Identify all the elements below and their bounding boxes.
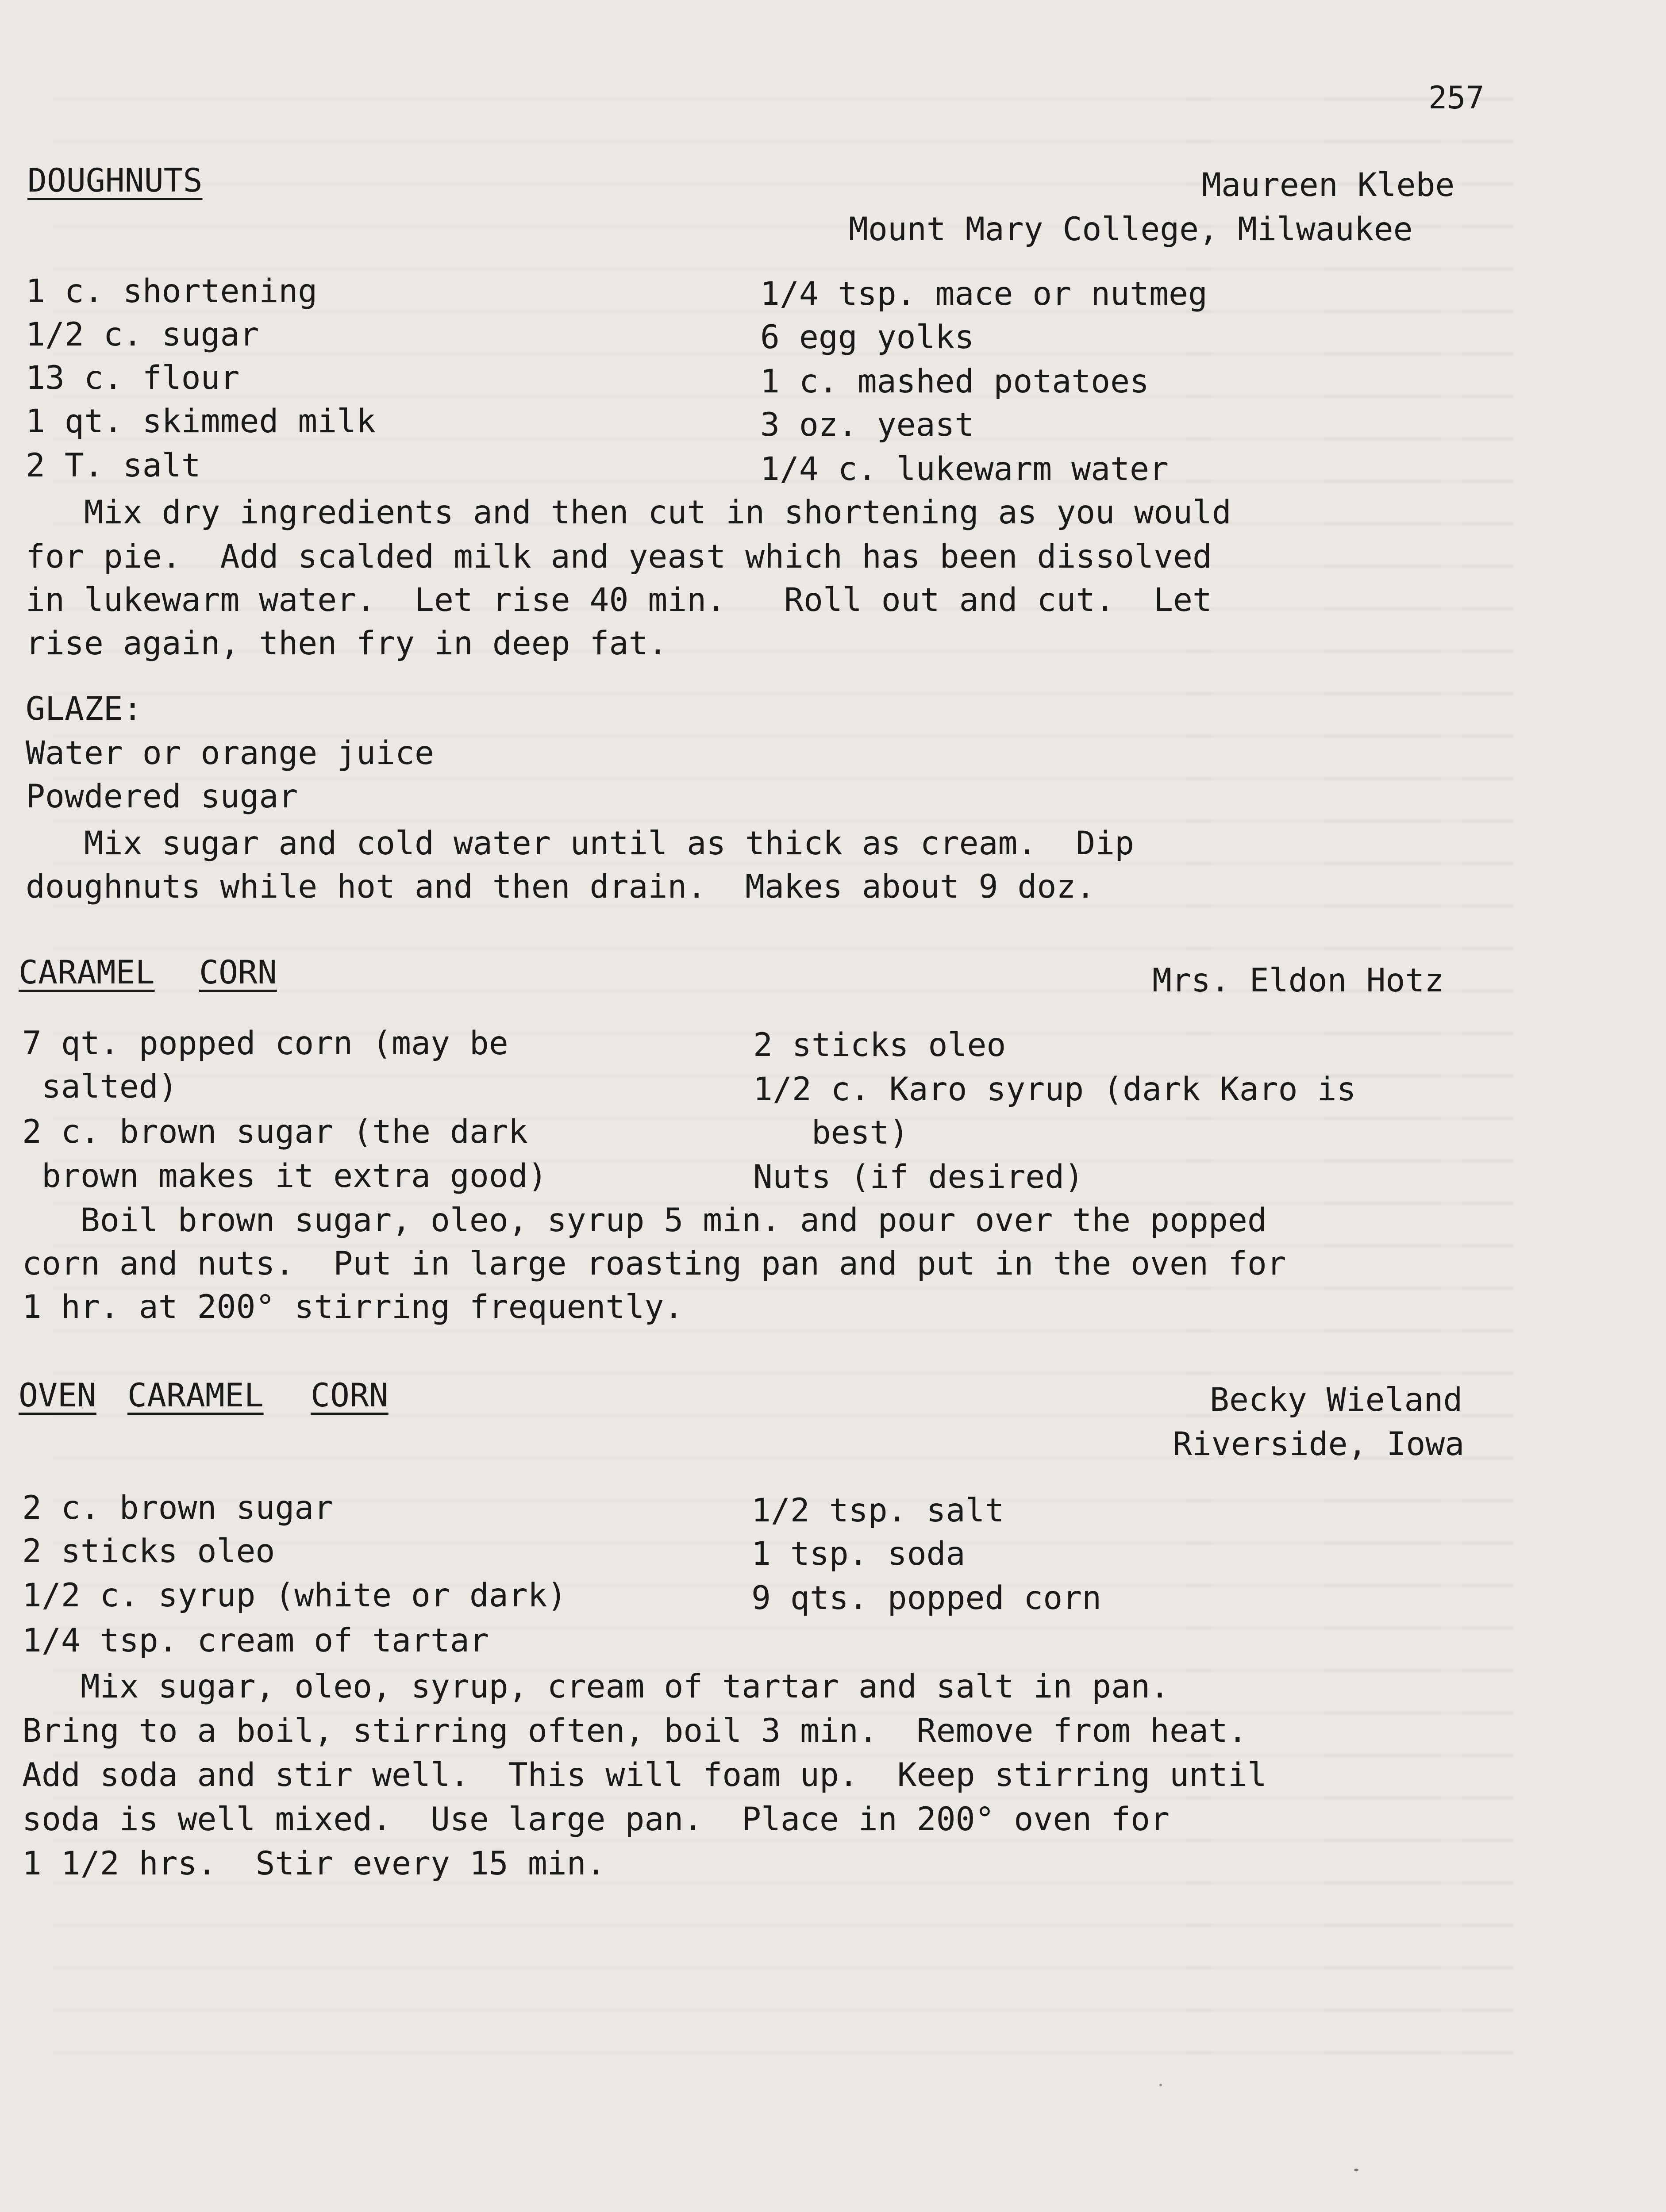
oven-caramel-corn-title-word: OVEN (19, 1377, 96, 1414)
doughnuts-author: Maureen Klebe (1202, 166, 1455, 204)
doughnuts-ingredient-left: 1 c. shortening (26, 273, 318, 310)
caramel-corn-directions-line: Boil brown sugar, oleo, syrup 5 min. and pour over the popped (22, 1202, 1267, 1239)
caramel-corn-ingredient-right: Nuts (if desired) (753, 1158, 1084, 1196)
oven-caramel-corn-ingredient-right: 9 qts. popped corn (751, 1579, 1102, 1617)
caramel-corn-author: Mrs. Eldon Hotz (1152, 962, 1444, 999)
doughnuts-ingredient-right: 1/4 c. lukewarm water (760, 450, 1169, 488)
glaze-directions-line: doughnuts while hot and then drain. Makes about 9 doz. (26, 868, 1096, 906)
doughnuts-source: Mount Mary College, Milwaukee (849, 211, 1413, 248)
glaze-line: Water or orange juice (26, 734, 434, 772)
doughnuts-ingredient-left: 2 T. salt (26, 447, 201, 484)
caramel-corn-title-word: CORN (199, 954, 277, 991)
doughnuts-directions-line: rise again, then fry in deep fat. (26, 625, 668, 662)
oven-caramel-corn-directions-line: Mix sugar, oleo, syrup, cream of tartar and salt in pan. (22, 1668, 1170, 1705)
caramel-corn-ingredient-right: best) (753, 1114, 909, 1152)
paper-speck (1354, 2169, 1358, 2171)
doughnuts-directions-line: Mix dry ingredients and then cut in shortening as you would (26, 494, 1231, 531)
doughnuts-ingredient-left: 1/2 c. sugar (26, 316, 259, 353)
doughnuts-directions-line: in lukewarm water. Let rise 40 min. Roll out and cut. Let (26, 581, 1212, 619)
caramel-corn-ingredient-right: 2 sticks oleo (753, 1026, 1006, 1064)
oven-caramel-corn-directions-line: soda is well mixed. Use large pan. Place in 200° oven for (22, 1801, 1170, 1838)
doughnuts-directions-line: for pie. Add scalded milk and yeast which has been dissolved (26, 538, 1212, 576)
doughnuts-ingredient-left: 1 qt. skimmed milk (26, 403, 376, 440)
oven-caramel-corn-ingredient-left: 2 c. brown sugar (22, 1489, 334, 1527)
oven-caramel-corn-directions-line: Add soda and stir well. This will foam up. Keep stirring until (22, 1756, 1267, 1794)
oven-caramel-corn-title-word: CORN (311, 1377, 389, 1414)
oven-caramel-corn-title-word: CARAMEL (127, 1377, 264, 1414)
oven-caramel-corn-ingredient-right: 1 tsp. soda (751, 1535, 966, 1573)
oven-caramel-corn-ingredient-left: 2 sticks oleo (22, 1532, 275, 1570)
oven-caramel-corn-source: Riverside, Iowa (1173, 1425, 1465, 1463)
oven-caramel-corn-ingredient-left: 1/2 c. syrup (white or dark) (22, 1577, 567, 1614)
doughnuts-ingredient-right: 6 egg yolks (760, 319, 974, 356)
oven-caramel-corn-author: Becky Wieland (1210, 1381, 1463, 1419)
paper-speck (1159, 2084, 1162, 2086)
glaze-directions-line: Mix sugar and cold water until as thick as cream. Dip (26, 825, 1135, 862)
caramel-corn-directions-line: corn and nuts. Put in large roasting pan and put in the oven for (22, 1245, 1286, 1283)
oven-caramel-corn-ingredient-right: 1/2 tsp. salt (751, 1492, 1004, 1529)
glaze-line: Powdered sugar (26, 778, 298, 815)
caramel-corn-title-word: CARAMEL (19, 954, 155, 991)
caramel-corn-ingredient-left: salted) (22, 1068, 178, 1106)
doughnuts-ingredient-right: 1/4 tsp. mace or nutmeg (760, 275, 1208, 313)
doughnuts-title: DOUGHNUTS (27, 162, 203, 200)
caramel-corn-ingredient-left: 7 qt. popped corn (may be (22, 1025, 508, 1062)
page-number: 257 (1428, 80, 1485, 116)
caramel-corn-directions-line: 1 hr. at 200° stirring frequently. (22, 1288, 684, 1326)
oven-caramel-corn-directions-line: Bring to a boil, stirring often, boil 3 min. Remove from heat. (22, 1712, 1247, 1750)
doughnuts-ingredient-left: 13 c. flour (26, 359, 240, 397)
glaze-title: GLAZE: (26, 690, 142, 728)
doughnuts-ingredient-right: 3 oz. yeast (760, 406, 974, 444)
doughnuts-ingredient-right: 1 c. mashed potatoes (760, 363, 1149, 400)
caramel-corn-ingredient-left: brown makes it extra good) (22, 1157, 547, 1195)
caramel-corn-ingredient-left: 2 c. brown sugar (the dark (22, 1113, 528, 1151)
oven-caramel-corn-ingredient-left: 1/4 tsp. cream of tartar (22, 1622, 489, 1659)
oven-caramel-corn-directions-line: 1 1/2 hrs. Stir every 15 min. (22, 1845, 606, 1882)
caramel-corn-ingredient-right: 1/2 c. Karo syrup (dark Karo is (753, 1071, 1356, 1108)
